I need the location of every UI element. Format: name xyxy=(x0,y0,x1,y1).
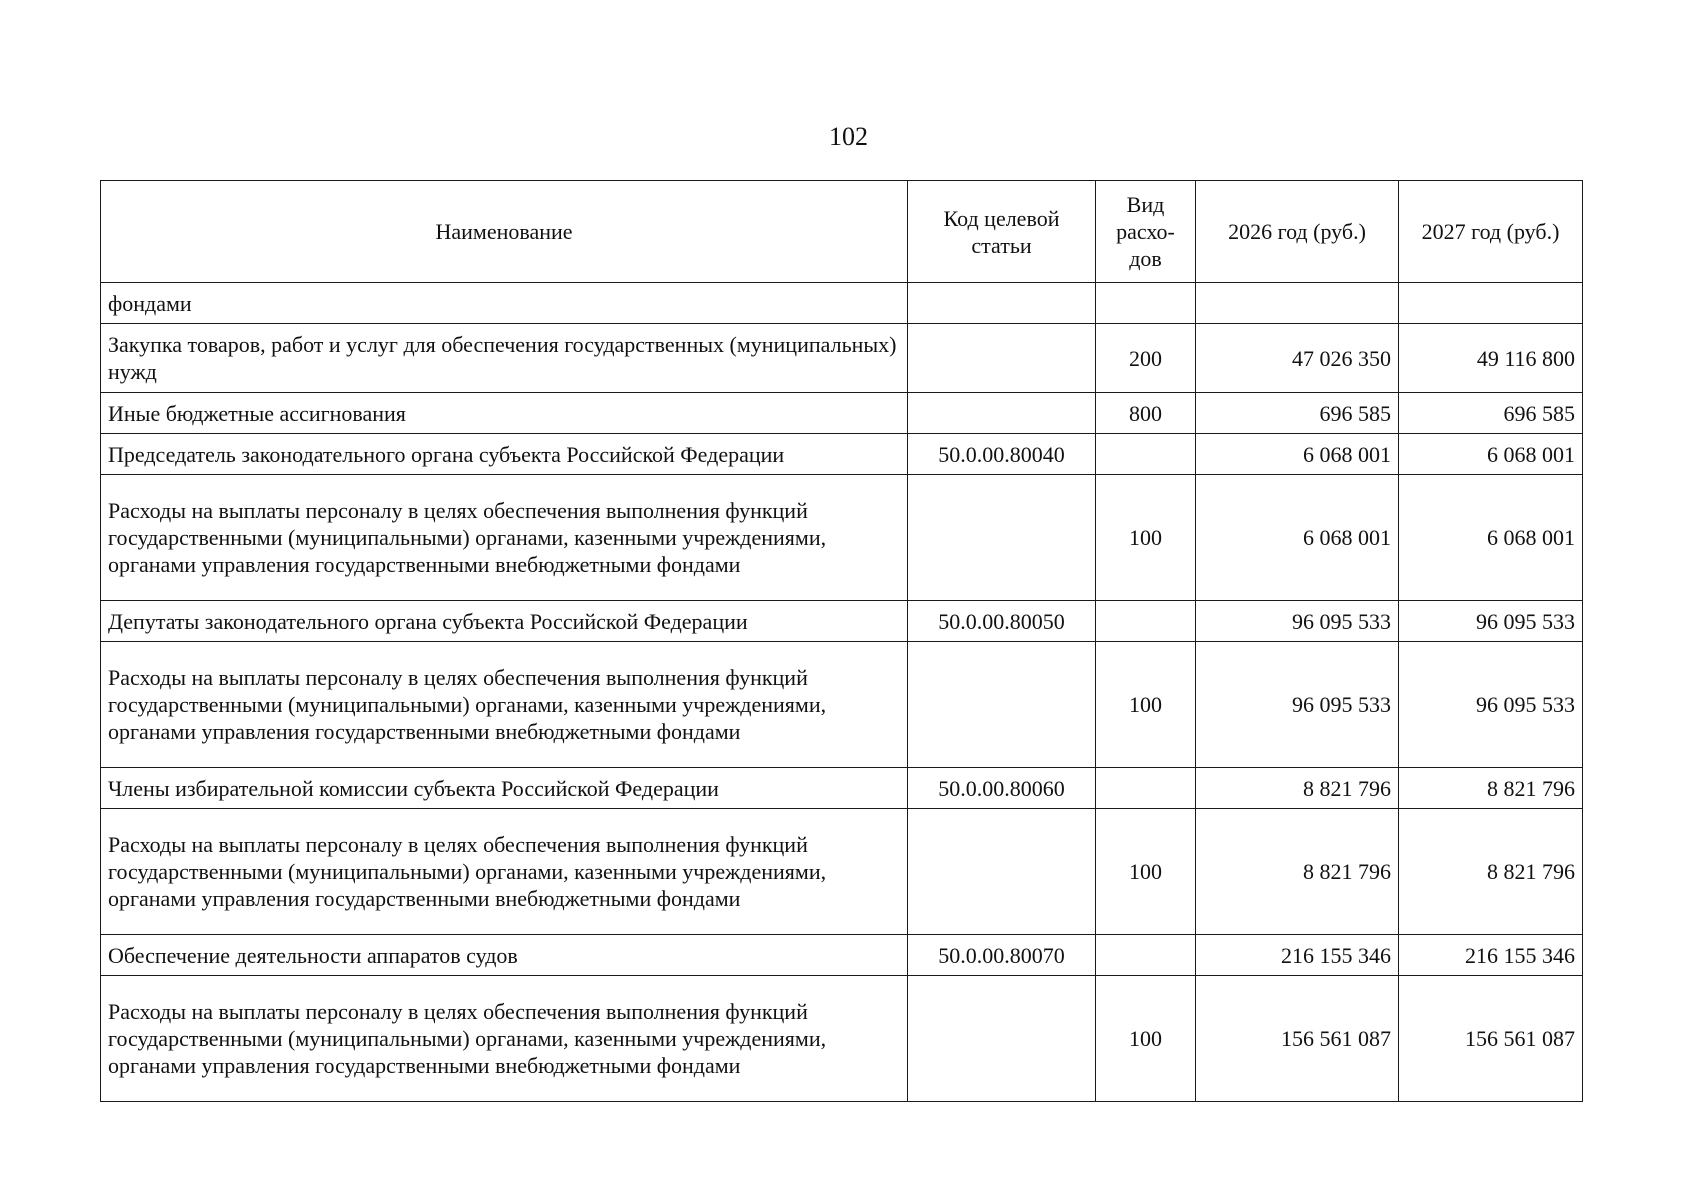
row-2027: 96 095 533 xyxy=(1399,601,1583,642)
table-row xyxy=(101,393,1583,434)
table-row xyxy=(101,809,1583,935)
row-name: Члены избирательной комиссии субъекта Российской Федерации xyxy=(101,768,908,809)
row-name: Расходы на выплаты персоналу в целях обеспечения выполнения функций государственными (муниципальными) органами, казенными учреждениями, органами управления государственными внебюджетными фондами xyxy=(101,475,908,601)
row-code xyxy=(908,976,1096,1102)
header-2026: 2026 год (руб.) xyxy=(1196,181,1399,283)
row-2027: 696 585 xyxy=(1399,393,1583,434)
table-row xyxy=(101,283,1583,324)
row-2026: 216 155 346 xyxy=(1196,935,1399,976)
row-code xyxy=(908,642,1096,768)
row-2026: 6 068 001 xyxy=(1196,434,1399,475)
row-type: 200 xyxy=(1096,324,1196,393)
row-2026: 6 068 001 xyxy=(1196,475,1399,601)
row-code xyxy=(908,475,1096,601)
row-2026: 47 026 350 xyxy=(1196,324,1399,393)
row-2027 xyxy=(1399,283,1583,324)
table-row xyxy=(101,324,1583,393)
page-number: 102 xyxy=(829,122,868,151)
row-2027: 216 155 346 xyxy=(1399,935,1583,976)
row-2027: 6 068 001 xyxy=(1399,475,1583,601)
header-code: Код целевой статьи xyxy=(908,181,1096,283)
row-2027: 6 068 001 xyxy=(1399,434,1583,475)
budget-table xyxy=(100,180,1583,1102)
row-type xyxy=(1096,601,1196,642)
row-type: 100 xyxy=(1096,809,1196,935)
row-2026: 696 585 xyxy=(1196,393,1399,434)
row-2027: 8 821 796 xyxy=(1399,768,1583,809)
row-name: Иные бюджетные ассигнования xyxy=(101,393,908,434)
row-name: Закупка товаров, работ и услуг для обеспечения государственных (муниципальных) нужд xyxy=(101,324,908,393)
row-type: 100 xyxy=(1096,642,1196,768)
row-2027: 8 821 796 xyxy=(1399,809,1583,935)
table-header-row xyxy=(101,181,1583,283)
table-row xyxy=(101,434,1583,475)
table-row xyxy=(101,642,1583,768)
row-code: 50.0.00.80040 xyxy=(908,434,1096,475)
row-type: 100 xyxy=(1096,475,1196,601)
table-row xyxy=(101,976,1583,1102)
row-2027: 96 095 533 xyxy=(1399,642,1583,768)
row-code xyxy=(908,283,1096,324)
row-name: Депутаты законодательного органа субъекта Российской Федерации xyxy=(101,601,908,642)
row-2026 xyxy=(1196,283,1399,324)
row-type xyxy=(1096,768,1196,809)
row-2027: 49 116 800 xyxy=(1399,324,1583,393)
row-name: Председатель законодательного органа субъекта Российской Федерации xyxy=(101,434,908,475)
table-row xyxy=(101,768,1583,809)
header-type: Вид расхо-дов xyxy=(1096,181,1196,283)
row-code xyxy=(908,393,1096,434)
row-code xyxy=(908,809,1096,935)
row-name: Расходы на выплаты персоналу в целях обеспечения выполнения функций государственными (муниципальными) органами, казенными учреждениями, органами управления государственными внебюджетными фондами xyxy=(101,809,908,935)
row-name: Расходы на выплаты персоналу в целях обеспечения выполнения функций государственными (муниципальными) органами, казенными учреждениями, органами управления государственными внебюджетными фондами xyxy=(101,642,908,768)
row-2026: 156 561 087 xyxy=(1196,976,1399,1102)
row-code: 50.0.00.80070 xyxy=(908,935,1096,976)
row-name: Обеспечение деятельности аппаратов судов xyxy=(101,935,908,976)
row-code: 50.0.00.80050 xyxy=(908,601,1096,642)
row-name: фондами xyxy=(101,283,908,324)
row-2027: 156 561 087 xyxy=(1399,976,1583,1102)
table-row xyxy=(101,935,1583,976)
row-name: Расходы на выплаты персоналу в целях обеспечения выполнения функций государственными (муниципальными) органами, казенными учреждениями, органами управления государственными внебюджетными фондами xyxy=(101,976,908,1102)
row-2026: 8 821 796 xyxy=(1196,809,1399,935)
row-code: 50.0.00.80060 xyxy=(908,768,1096,809)
header-name: Наименование xyxy=(101,181,908,283)
row-code xyxy=(908,324,1096,393)
row-type: 800 xyxy=(1096,393,1196,434)
row-2026: 96 095 533 xyxy=(1196,642,1399,768)
row-type xyxy=(1096,935,1196,976)
row-type: 100 xyxy=(1096,976,1196,1102)
row-type xyxy=(1096,434,1196,475)
table-row xyxy=(101,475,1583,601)
table-row xyxy=(101,601,1583,642)
row-2026: 96 095 533 xyxy=(1196,601,1399,642)
row-type xyxy=(1096,283,1196,324)
header-2027: 2027 год (руб.) xyxy=(1399,181,1583,283)
row-2026: 8 821 796 xyxy=(1196,768,1399,809)
